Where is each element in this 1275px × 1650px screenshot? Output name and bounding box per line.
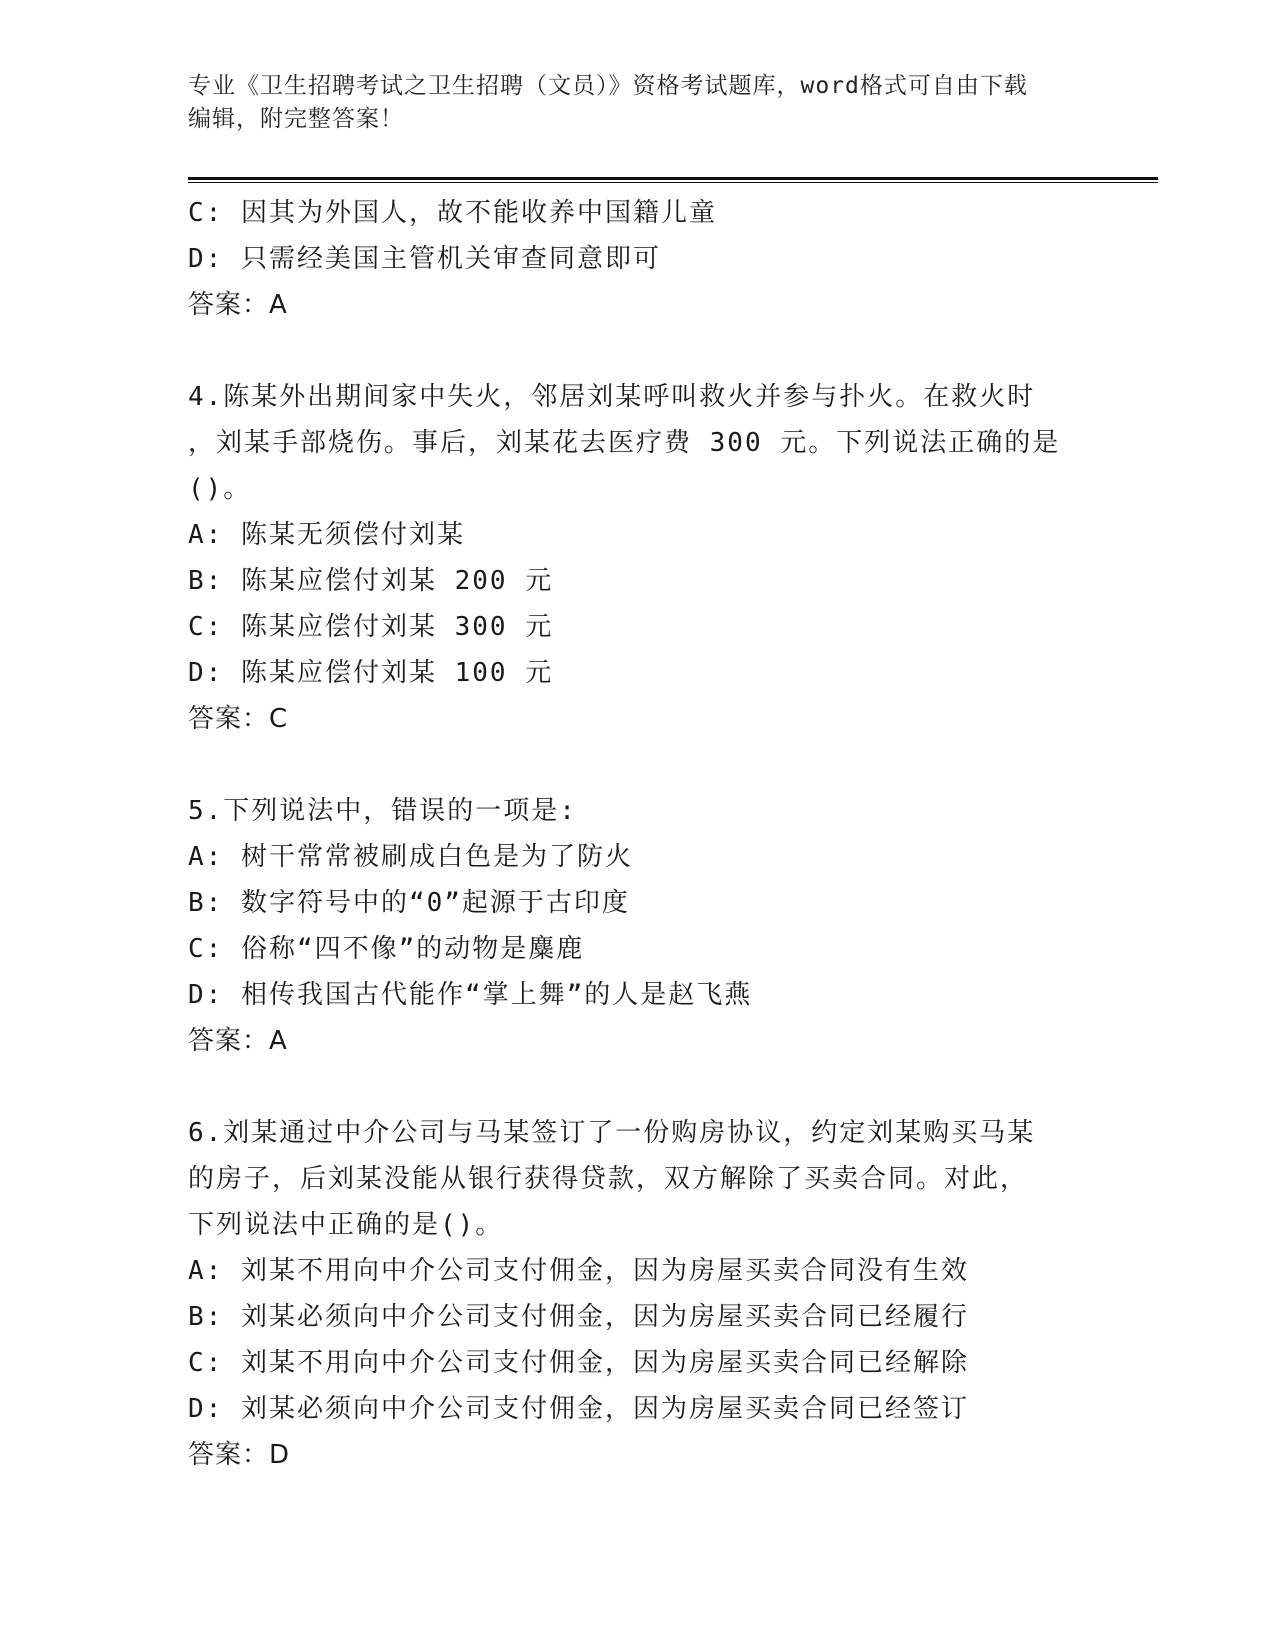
question-stem-line: ()。: [188, 474, 252, 504]
answer: 答案：A: [188, 290, 288, 320]
spacer: [188, 1064, 1088, 1110]
header-line-1: 专业《卫生招聘考试之卫生招聘（文员）》资格考试题库，word格式可自由下载: [188, 73, 1028, 99]
answer: 答案：C: [188, 704, 289, 734]
option-a: A: 刘某不用向中介公司支付佣金，因为房屋买卖合同没有生效: [188, 1256, 969, 1286]
question-stem-line: 6.刘某通过中介公司与马某签订了一份购房协议，约定刘某购买马某: [188, 1118, 1036, 1148]
spacer: [188, 742, 1088, 788]
question-6: [188, 1110, 1088, 1478]
option-c: C: 陈某应偿付刘某 300 元: [188, 612, 554, 642]
question-stem-line: 的房子，后刘某没能从银行获得贷款，双方解除了买卖合同。对此，: [188, 1164, 1029, 1194]
option-d: D: 刘某必须向中介公司支付佣金，因为房屋买卖合同已经签订: [188, 1394, 969, 1424]
question-stem-line: ，刘某手部烧伤。事后，刘某花去医疗费 300 元。下列说法正确的是: [188, 428, 1061, 458]
header-divider-thin: [188, 182, 1158, 183]
question-stem-line: 4.陈某外出期间家中失火，邻居刘某呼叫救火并参与扑火。在救火时: [188, 382, 1036, 412]
question-stem-line: 下列说法中正确的是()。: [188, 1210, 504, 1240]
option-a: A: 树干常常被刷成白色是为了防火: [188, 842, 633, 872]
option-d: D: 相传我国古代能作“掌上舞”的人是赵飞燕: [188, 980, 753, 1010]
option-b: B: 陈某应偿付刘某 200 元: [188, 566, 554, 596]
question-5: [188, 788, 1088, 1064]
question-stem-line: 5.下列说法中，错误的一项是:: [188, 796, 577, 826]
header-line-2: 编辑，附完整答案！: [188, 106, 404, 132]
header-divider-thick: [188, 177, 1158, 180]
question-4: [188, 374, 1088, 742]
option-c: C: 俗称“四不像”的动物是麋鹿: [188, 934, 585, 964]
question-3-tail: [188, 190, 1088, 328]
spacer: [188, 328, 1088, 374]
option-c: C: 因其为外国人，故不能收养中国籍儿童: [188, 198, 717, 228]
option-c: C: 刘某不用向中介公司支付佣金，因为房屋买卖合同已经解除: [188, 1348, 969, 1378]
option-b: B: 刘某必须向中介公司支付佣金，因为房屋买卖合同已经履行: [188, 1302, 969, 1332]
answer: 答案：A: [188, 1026, 288, 1056]
option-d: D: 只需经美国主管机关审查同意即可: [188, 244, 661, 274]
question-list: [188, 190, 1088, 1478]
answer: 答案：D: [188, 1440, 291, 1470]
option-d: D: 陈某应偿付刘某 100 元: [188, 658, 554, 688]
option-a: A: 陈某无须偿付刘某: [188, 520, 465, 550]
option-b: B: 数字符号中的“0”起源于古印度: [188, 888, 630, 918]
page-header: [188, 70, 1088, 136]
